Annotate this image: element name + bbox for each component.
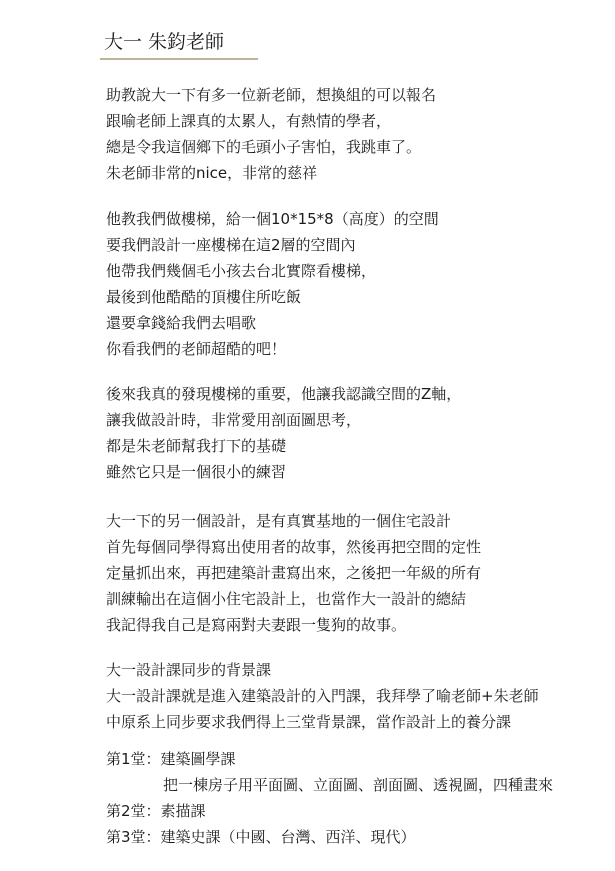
paragraph-3-line-4: 雖然它只是一個很小的練習 <box>106 463 287 481</box>
paragraph-2-line-4: 最後到他酷酷的頂樓住所吃飯 <box>106 288 302 306</box>
page-title: 大一 朱鈞老師 <box>104 31 225 53</box>
paragraph-1-line-1: 助教說大一下有多一位新老師，想換組的可以報名 <box>106 86 437 104</box>
paragraph-2-line-5: 還要拿錢給我們去唱歌 <box>106 314 257 332</box>
paragraph-2-line-6: 你看我們的老師超酷的吧！ <box>106 340 287 358</box>
paragraph-2-line-3: 他帶我們幾個毛小孩去台北實際看樓梯， <box>106 262 377 280</box>
paragraph-5-line-2: 大一設計課就是進入建築設計的入門課，我拜學了喻老師+朱老師 <box>106 687 539 705</box>
paragraph-4-line-2: 首先每個同學得寫出使用者的故事，然後再把空間的定性 <box>106 538 482 556</box>
paragraph-3-line-3: 都是朱老師幫我打下的基礎 <box>106 437 287 455</box>
paragraph-1-line-4: 朱老師非常的nice，非常的慈祥 <box>106 164 318 182</box>
paragraph-4-line-1: 大一下的另一個設計，是有真實基地的一個住宅設計 <box>106 512 452 530</box>
paragraph-4-line-4: 訓練輸出在這個小住宅設計上，也當作大一設計的總結 <box>106 590 467 608</box>
paragraph-1-line-2: 跟喻老師上課真的太累人，有熱情的學者， <box>106 112 392 130</box>
course-1-label: 第1堂：建築圖學課 <box>106 750 236 768</box>
course-2-label: 第2堂：素描課 <box>106 802 206 820</box>
course-3-label: 第3堂：建築史課（中國、台灣、西洋、現代） <box>106 828 416 846</box>
paragraph-1-line-3: 總是令我這個鄉下的毛頭小子害怕，我跳車了。 <box>106 138 422 156</box>
paragraph-2-line-2: 要我們設計一座樓梯在這2層的空間內 <box>106 236 356 254</box>
paragraph-5-line-1: 大一設計課同步的背景課 <box>106 661 272 679</box>
paragraph-4-line-5: 我記得我自己是寫兩對夫妻跟一隻狗的故事。 <box>106 616 407 634</box>
paragraph-4-line-3: 定量抓出來，再把建築計畫寫出來，之後把一年級的所有 <box>106 564 482 582</box>
paragraph-2-line-1: 他教我們做樓梯，給一個10*15*8（高度）的空間 <box>106 210 439 228</box>
paragraph-3-line-2: 讓我做設計時，非常愛用剖面圖思考， <box>106 411 362 429</box>
paragraph-3-line-1: 後來我真的發現樓梯的重要，他讓我認識空間的Z軸， <box>106 385 462 403</box>
paragraph-5-line-3: 中原系上同步要求我們得上三堂背景課，當作設計上的養分課 <box>106 713 512 731</box>
course-1-detail: 把一棟房子用平面圖、立面圖、剖面圖、透視圖，四種畫來 <box>163 776 554 794</box>
title-underline <box>100 58 258 60</box>
